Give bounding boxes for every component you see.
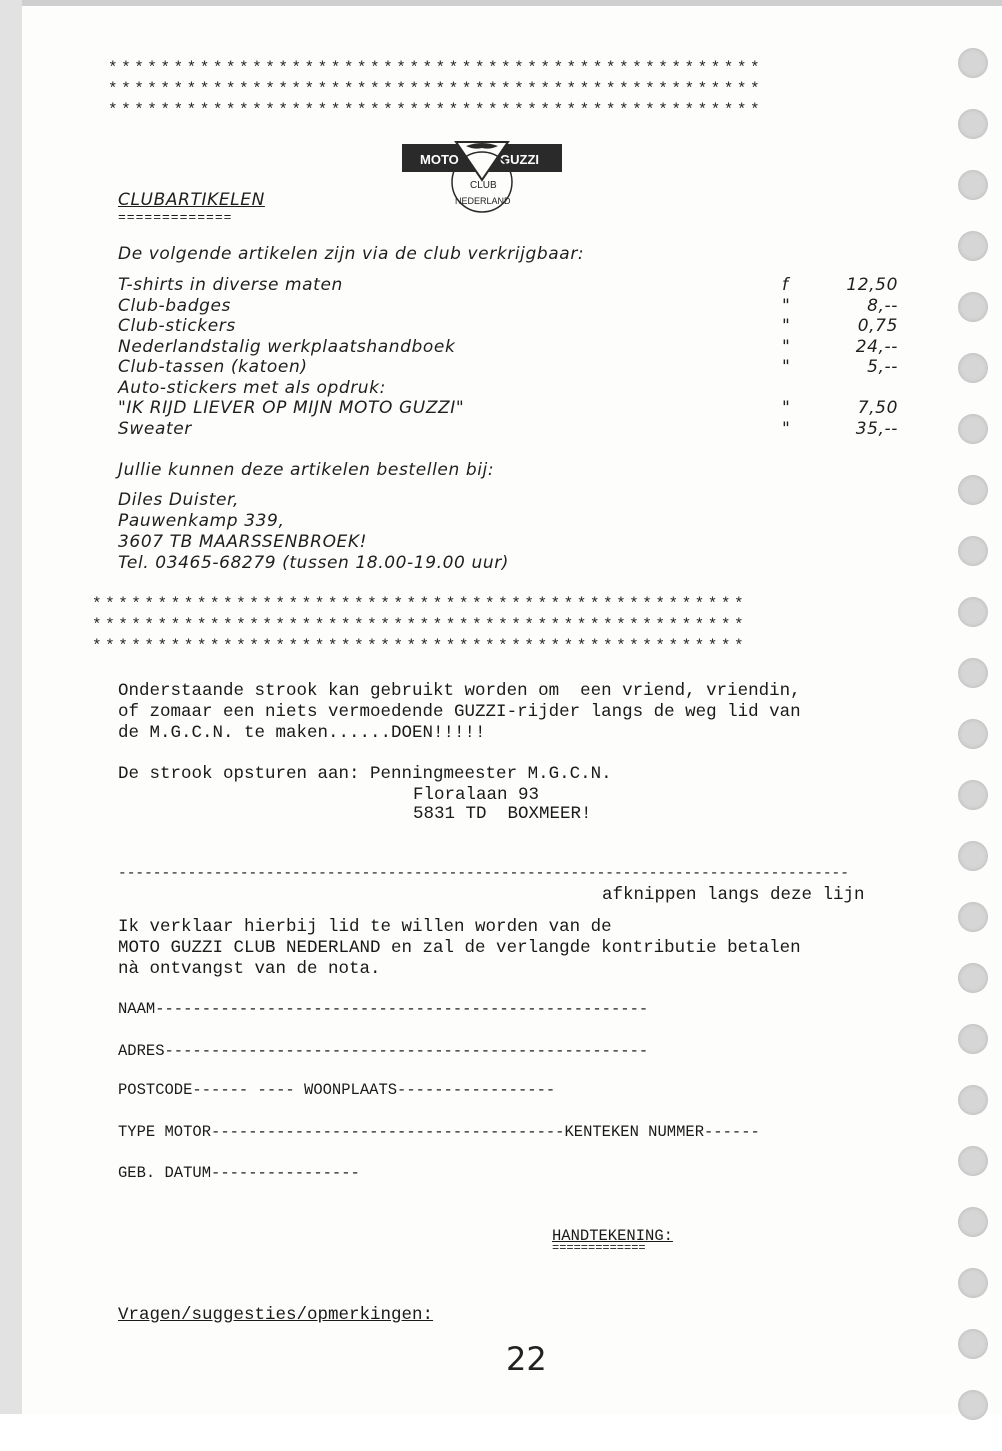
cut-line-label: afknippen langs deze lijn [602,885,865,905]
star-divider-row: ************************************************** [92,616,748,634]
signature-double-underline: ============= [552,1241,646,1255]
declaration-line: nà ontvangst van de nota. [118,959,381,979]
binder-hole [958,48,988,78]
send-to-label: De strook opsturen aan: Penningmeester M.G.C.N. [118,764,612,784]
form-field-geb-datum[interactable]: GEB. DATUM---------------- [118,1164,360,1182]
binder-hole [958,963,988,993]
binder-hole [958,292,988,322]
strook-paragraph-line: de M.G.C.N. te maken......DOEN!!!!! [118,723,486,743]
star-divider-row: ************************************************** [92,595,748,613]
star-divider-row: ************************************************** [108,59,764,77]
binder-hole [958,1024,988,1054]
moto-guzzi-club-logo [400,138,564,214]
article-price-list [118,275,898,439]
star-divider-row: ************************************************** [92,637,748,655]
order-address-line: 3607 TB MAARSSENBROEK! [118,532,368,552]
binder-hole [958,109,988,139]
item-currency: f [782,275,789,295]
item-name: "IK RIJD LIEVER OP MIJN MOTO GUZZI" [118,398,465,418]
item-currency: " [782,295,791,316]
binder-hole [958,780,988,810]
binder-hole [958,902,988,932]
item-name: Nederlandstalig werkplaatshandboek [118,336,456,357]
list-item [118,378,898,399]
binder-hole [958,1329,988,1359]
list-item [118,296,898,317]
list-item [118,337,898,358]
send-address-line: Floralaan 93 [413,785,540,805]
order-address-line: Diles Duister, [118,490,240,510]
binder-hole [958,1268,988,1298]
binder-hole [958,475,988,505]
list-item [118,275,898,296]
logo-text-left: MOTO [420,152,459,167]
list-item [118,357,898,378]
item-name: Club-badges [118,295,231,316]
item-name: Club-stickers [118,316,236,336]
item-price: 12,50 [846,275,898,295]
item-price: 5,-- [867,357,898,377]
binder-hole [958,170,988,200]
binder-hole [958,719,988,749]
binder-hole [958,414,988,444]
star-divider-row: ************************************************** [108,101,764,119]
page-number: 22 [506,1340,547,1378]
questions-label: Vragen/suggesties/opmerkingen: [118,1305,434,1325]
form-field-naam[interactable]: NAAM----------------------------------------------------- [118,1000,649,1018]
send-address-line: 5831 TD BOXMEER! [413,804,592,824]
item-price: 24,-- [855,336,898,357]
clubartikelen-double-underline: ============= [118,210,233,225]
binder-hole [958,231,988,261]
list-item [118,419,898,440]
clubartikelen-heading: CLUBARTIKELEN [118,190,265,210]
binder-hole [958,1390,988,1420]
item-name: Auto-stickers met als opdruk: [118,377,386,398]
strook-paragraph-line: of zomaar een niets vermoedende GUZZI-rijder langs de weg lid van [118,702,801,722]
item-currency: " [782,357,791,377]
binder-hole [958,536,988,566]
strook-paragraph-line: Onderstaande strook kan gebruikt worden om een vriend, vriendin, [118,681,801,701]
item-price: 8,-- [867,295,898,316]
declaration-line: Ik verklaar hierbij lid te willen worden van de [118,917,612,937]
binder-hole [958,841,988,871]
star-divider-row: ************************************************** [108,80,764,98]
scan-top-edge [0,0,1002,6]
item-name: Club-tassen (katoen) [118,357,308,377]
item-price: 35,-- [855,418,898,439]
logo-text-right: GUZZI [500,152,539,167]
item-name: T-shirts in diverse maten [118,275,343,295]
signature-label: HANDTEKENING: [552,1227,673,1245]
logo-country-text: NEDERLAND [455,196,511,206]
item-currency: " [782,418,791,439]
item-price: 7,50 [857,398,898,418]
scan-left-edge [0,0,22,1414]
binder-holes [958,48,990,1451]
form-field-postcode-woonplaats[interactable]: POSTCODE------ ---- WOONPLAATS----------------- [118,1081,556,1099]
binder-hole [958,1085,988,1115]
binder-hole [958,353,988,383]
item-currency: " [782,336,791,357]
logo-club-text: CLUB [470,180,497,191]
binder-hole [958,1146,988,1176]
list-item [118,316,898,337]
item-price: 0,75 [857,316,898,336]
form-field-adres[interactable]: ADRES---------------------------------------------------- [118,1042,649,1060]
form-field-type-motor-kenteken[interactable]: TYPE MOTOR--------------------------------------KENTEKEN NUMMER------ [118,1123,760,1141]
declaration-line: MOTO GUZZI CLUB NEDERLAND en zal de verlangde kontributie betalen [118,938,801,958]
order-intro: Jullie kunnen deze artikelen bestellen bij: [118,460,495,480]
cut-line: ------------------------------------------------------------------------------------ [118,866,849,882]
clubartikelen-intro: De volgende artikelen zijn via de club verkrijgbaar: [118,244,585,264]
item-currency: " [782,398,791,418]
item-currency: " [782,316,791,336]
item-name: Sweater [118,418,192,439]
binder-hole [958,1207,988,1237]
binder-hole [958,597,988,627]
binder-hole [958,658,988,688]
order-address-line: Tel. 03465-68279 (tussen 18.00-19.00 uur) [118,553,510,573]
order-address-line: Pauwenkamp 339, [118,511,285,531]
list-item [118,398,898,419]
